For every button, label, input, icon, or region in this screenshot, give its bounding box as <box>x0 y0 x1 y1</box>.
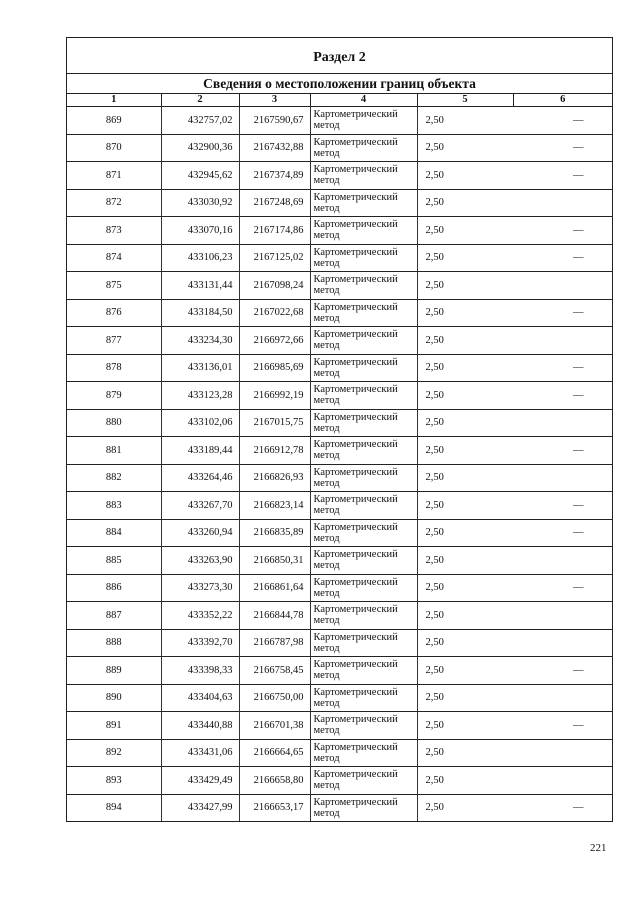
method-cell: Картометрический метод <box>310 794 417 821</box>
point-number-cell: 886 <box>67 574 161 602</box>
point-number-cell: 889 <box>67 657 161 685</box>
y-coordinate-cell: 2167174,86 <box>239 217 310 245</box>
column-header: 1 <box>67 94 161 107</box>
description-cell: — <box>573 114 584 126</box>
method-cell: Картометрический метод <box>310 382 417 410</box>
x-coordinate-cell: 433264,46 <box>161 464 239 492</box>
x-coordinate-cell: 433136,01 <box>161 354 239 382</box>
y-coordinate-cell: 2166664,65 <box>239 739 310 767</box>
description-cell <box>513 272 612 300</box>
table-row <box>67 739 612 767</box>
y-coordinate-cell: 2166972,66 <box>239 327 310 355</box>
point-number-cell: 874 <box>67 244 161 272</box>
point-number-cell: 894 <box>67 794 161 821</box>
x-coordinate-cell: 432945,62 <box>161 162 239 190</box>
point-number-cell: 888 <box>67 629 161 657</box>
precision-cell: 2,50 <box>417 244 513 272</box>
point-number-cell: 893 <box>67 767 161 795</box>
x-coordinate-cell: 433102,06 <box>161 409 239 437</box>
document-frame <box>66 37 613 822</box>
precision-cell: 2,50 <box>417 354 513 382</box>
table-row <box>67 327 612 355</box>
table-row <box>67 189 612 217</box>
precision-cell: 2,50 <box>417 409 513 437</box>
point-number-cell: 892 <box>67 739 161 767</box>
table-row <box>67 107 612 135</box>
point-number-cell: 884 <box>67 519 161 547</box>
method-cell: Картометрический метод <box>310 327 417 355</box>
point-number-cell: 891 <box>67 712 161 740</box>
table-row <box>67 519 612 547</box>
point-number-cell: 879 <box>67 382 161 410</box>
description-cell: — <box>513 794 612 821</box>
x-coordinate-cell: 432757,02 <box>161 107 239 135</box>
description-cell <box>513 464 612 492</box>
description-cell <box>513 602 612 630</box>
table-row <box>67 437 612 465</box>
point-number-cell: 871 <box>67 162 161 190</box>
point-number-cell: 870 <box>67 134 161 162</box>
description-cell: — <box>513 574 612 602</box>
description-cell: — <box>513 492 612 520</box>
precision-cell: 2,50 <box>417 602 513 630</box>
precision-cell: 2,50 <box>417 327 513 355</box>
description-cell <box>513 327 612 355</box>
precision-cell: 2,50 <box>417 382 513 410</box>
x-coordinate-cell: 433260,94 <box>161 519 239 547</box>
y-coordinate-cell: 2166844,78 <box>239 602 310 630</box>
y-coordinate-cell: 2166653,17 <box>239 794 310 821</box>
table-row <box>67 409 612 437</box>
x-coordinate-cell: 433123,28 <box>161 382 239 410</box>
point-number-cell: 878 <box>67 354 161 382</box>
method-cell: Картометрический метод <box>310 162 417 190</box>
method-cell: Картометрический метод <box>310 354 417 382</box>
precision-cell: 2,50 <box>417 272 513 300</box>
method-cell: Картометрический метод <box>310 464 417 492</box>
precision-cell: 2,50 <box>417 684 513 712</box>
method-cell: Картометрический метод <box>310 684 417 712</box>
column-header: 6 <box>513 94 612 107</box>
method-cell: Картометрический метод <box>310 437 417 465</box>
table-row <box>67 354 612 382</box>
y-coordinate-cell: 2167248,69 <box>239 189 310 217</box>
method-cell: Картометрический метод <box>310 409 417 437</box>
page-number: 221 <box>590 842 607 854</box>
precision-cell: 2,50 <box>417 134 513 162</box>
table-row <box>67 684 612 712</box>
precision-cell: 2,50 <box>417 657 513 685</box>
y-coordinate-cell: 2166992,19 <box>239 382 310 410</box>
table-row <box>67 547 612 575</box>
x-coordinate-cell: 433273,30 <box>161 574 239 602</box>
x-coordinate-cell: 433440,88 <box>161 712 239 740</box>
table-row <box>67 464 612 492</box>
method-cell: Картометрический метод <box>310 189 417 217</box>
precision-cell: 2,50 <box>417 519 513 547</box>
description-cell <box>513 767 612 795</box>
x-coordinate-cell: 433189,44 <box>161 437 239 465</box>
table-row <box>67 299 612 327</box>
precision-cell: 2,50 <box>417 464 513 492</box>
y-coordinate-cell: 2166823,14 <box>239 492 310 520</box>
y-coordinate-cell: 2166750,00 <box>239 684 310 712</box>
description-cell <box>513 189 612 217</box>
table-row <box>67 272 612 300</box>
table-row <box>67 134 612 162</box>
method-cell: Картометрический метод <box>310 657 417 685</box>
table-row <box>67 244 612 272</box>
method-cell: Картометрический метод <box>310 299 417 327</box>
precision-cell: 2,50 <box>417 629 513 657</box>
precision-cell: 2,50 <box>417 492 513 520</box>
y-coordinate-cell: 2166758,45 <box>239 657 310 685</box>
point-number-cell: 876 <box>67 299 161 327</box>
table-row <box>67 492 612 520</box>
method-cell: Картометрический метод <box>310 629 417 657</box>
table-row <box>67 794 612 821</box>
y-coordinate-cell: 2167098,24 <box>239 272 310 300</box>
description-cell: — <box>513 244 612 272</box>
table-row <box>67 657 612 685</box>
point-number-cell: 882 <box>67 464 161 492</box>
x-coordinate-cell: 433429,49 <box>161 767 239 795</box>
precision-cell: 2,50 <box>417 299 513 327</box>
description-cell: — <box>513 382 612 410</box>
point-number-cell: 875 <box>67 272 161 300</box>
y-coordinate-cell: 2166826,93 <box>239 464 310 492</box>
x-coordinate-cell: 433431,06 <box>161 739 239 767</box>
y-coordinate-cell: 2167432,88 <box>239 134 310 162</box>
x-coordinate-cell: 433404,63 <box>161 684 239 712</box>
y-coordinate-cell: 2167374,89 <box>239 162 310 190</box>
method-cell: Картометрический метод <box>310 107 417 135</box>
description-cell: — <box>513 134 612 162</box>
x-coordinate-cell: 433392,70 <box>161 629 239 657</box>
x-coordinate-cell: 433131,44 <box>161 272 239 300</box>
description-cell: — <box>513 712 612 740</box>
column-header: 5 <box>417 94 513 107</box>
x-coordinate-cell: 433030,92 <box>161 189 239 217</box>
y-coordinate-cell: 2166985,69 <box>239 354 310 382</box>
column-number-row <box>67 94 612 107</box>
method-cell: Картометрический метод <box>310 574 417 602</box>
table-row <box>67 712 612 740</box>
point-number-cell: 880 <box>67 409 161 437</box>
table-body <box>67 107 612 822</box>
point-number-cell: 885 <box>67 547 161 575</box>
precision-cell: 2,50 <box>417 574 513 602</box>
column-header: 3 <box>239 94 310 107</box>
precision-cell: 2,50 <box>417 217 513 245</box>
description-cell: — <box>513 437 612 465</box>
y-coordinate-cell: 2166861,64 <box>239 574 310 602</box>
table-row <box>67 162 612 190</box>
description-cell: — <box>513 162 612 190</box>
method-cell: Картометрический метод <box>310 767 417 795</box>
method-cell: Картометрический метод <box>310 492 417 520</box>
point-number-cell: 881 <box>67 437 161 465</box>
point-number-cell: 869 <box>105 114 122 126</box>
y-coordinate-cell: 2167022,68 <box>239 299 310 327</box>
section-title: Раздел 2 <box>67 38 612 74</box>
table-row <box>67 574 612 602</box>
precision-cell: 2,50 <box>417 189 513 217</box>
boundary-coordinates-table <box>67 94 612 821</box>
method-cell: Картометрический метод <box>310 602 417 630</box>
precision-cell: 2,50 <box>417 712 513 740</box>
point-number-cell: 887 <box>67 602 161 630</box>
y-coordinate-cell: 2167590,67 <box>239 107 310 135</box>
x-coordinate-cell: 433398,33 <box>161 657 239 685</box>
table-row <box>67 382 612 410</box>
method-cell: Картометрический метод <box>310 272 417 300</box>
description-cell <box>513 629 612 657</box>
point-number-cell: 883 <box>67 492 161 520</box>
point-number-cell: 890 <box>67 684 161 712</box>
x-coordinate-cell: 433267,70 <box>161 492 239 520</box>
y-coordinate-cell: 2166787,98 <box>239 629 310 657</box>
description-cell: — <box>513 299 612 327</box>
y-coordinate-cell: 2167015,75 <box>239 409 310 437</box>
x-coordinate-cell: 433234,30 <box>161 327 239 355</box>
precision-cell: 2,50 <box>417 437 513 465</box>
description-cell: — <box>513 354 612 382</box>
column-header: 2 <box>161 94 239 107</box>
x-coordinate-cell: 433427,99 <box>161 794 239 821</box>
y-coordinate-cell: 2166912,78 <box>239 437 310 465</box>
point-number-cell: 872 <box>67 189 161 217</box>
method-cell: Картометрический метод <box>310 739 417 767</box>
precision-cell: 2,50 <box>417 162 513 190</box>
x-coordinate-cell: 433070,16 <box>161 217 239 245</box>
point-number-cell: 873 <box>67 217 161 245</box>
y-coordinate-cell: 2166658,80 <box>239 767 310 795</box>
precision-cell: 2,50 <box>417 767 513 795</box>
description-cell: — <box>513 519 612 547</box>
x-coordinate-cell: 433184,50 <box>161 299 239 327</box>
precision-cell: 2,50 <box>417 739 513 767</box>
precision-cell: 2,50 <box>417 107 513 135</box>
method-cell: Картометрический метод <box>310 134 417 162</box>
x-coordinate-cell: 433106,23 <box>161 244 239 272</box>
description-cell <box>513 739 612 767</box>
method-cell: Картометрический метод <box>310 217 417 245</box>
method-cell: Картометрический метод <box>310 244 417 272</box>
y-coordinate-cell: 2167125,02 <box>239 244 310 272</box>
description-cell <box>513 409 612 437</box>
description-cell <box>513 684 612 712</box>
x-coordinate-cell: 432900,36 <box>161 134 239 162</box>
table-row <box>67 767 612 795</box>
precision-cell: 2,50 <box>417 547 513 575</box>
method-cell: Картометрический метод <box>310 712 417 740</box>
column-header: 4 <box>310 94 417 107</box>
description-cell: — <box>513 217 612 245</box>
precision-cell: 2,50 <box>417 794 513 821</box>
description-cell <box>513 547 612 575</box>
table-row <box>67 629 612 657</box>
method-cell: Картометрический метод <box>310 547 417 575</box>
y-coordinate-cell: 2166850,31 <box>239 547 310 575</box>
x-coordinate-cell: 433352,22 <box>161 602 239 630</box>
y-coordinate-cell: 2166701,38 <box>239 712 310 740</box>
table-subtitle: Сведения о местоположении границ объекта <box>67 74 612 94</box>
point-number-cell: 877 <box>67 327 161 355</box>
x-coordinate-cell: 433263,90 <box>161 547 239 575</box>
description-cell: — <box>513 657 612 685</box>
method-cell: Картометрический метод <box>310 519 417 547</box>
y-coordinate-cell: 2166835,89 <box>239 519 310 547</box>
table-row <box>67 602 612 630</box>
table-row <box>67 217 612 245</box>
